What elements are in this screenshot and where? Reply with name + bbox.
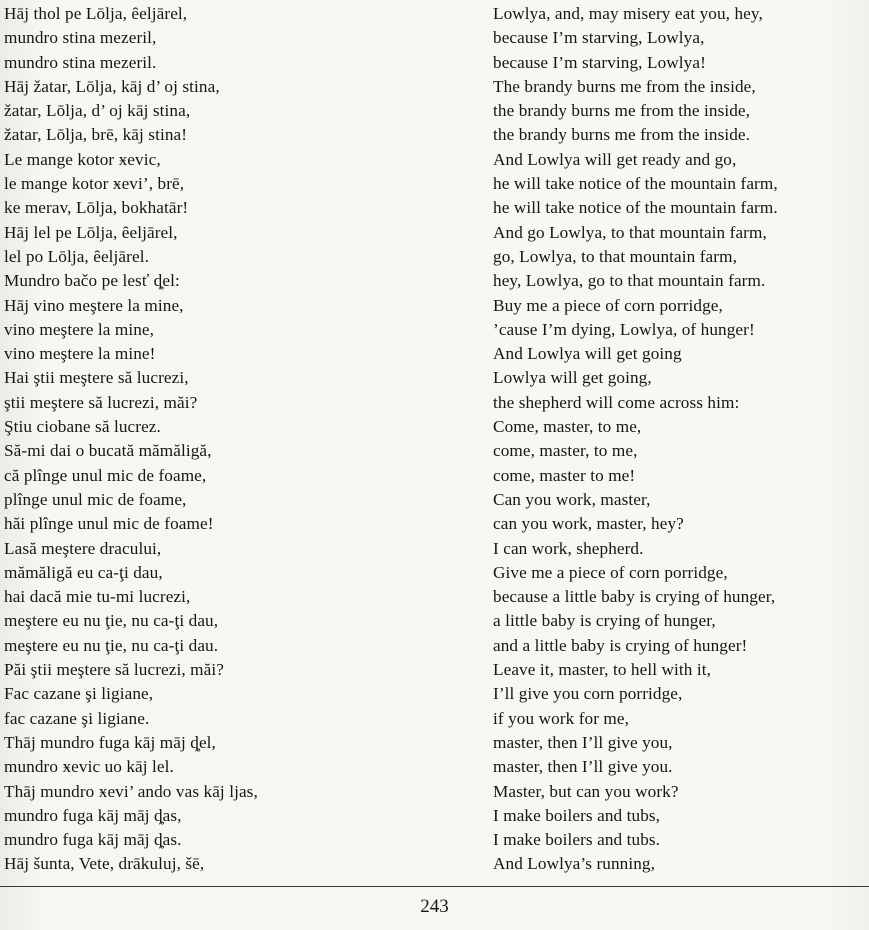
translation-line: And Lowlya will get ready and go, (493, 149, 737, 169)
translation-line: Leave it, master, to hell with it, (493, 660, 711, 680)
verse-line: Thāj mundro fuga kāj māj ȡel, (4, 732, 216, 752)
verse-line: Hāj thol pe Lōlja, ȇeljārel, (4, 4, 188, 23)
verse-line: că plînge unul mic de foame, (4, 465, 207, 485)
translation-line: And Lowlya’s running, (493, 854, 656, 874)
verse-line: mundro stina mezeril, (4, 28, 157, 48)
verse-line: Hāj vino meştere la mine, (4, 295, 184, 315)
verse-line: Hāj lel pe Lōlja, ȇeljārel, (4, 222, 178, 242)
romani-text-column (4, 2, 474, 877)
translation-line: go, Lowlya, to that mountain farm, (493, 246, 737, 266)
translation-line: I make boilers and tubs. (493, 830, 661, 850)
verse-line: Lasă meştere dracului, (4, 538, 162, 558)
translation-line: Master, but can you work? (493, 781, 679, 801)
english-translation-column (493, 2, 863, 877)
verse-line: mundro stina mezeril. (4, 52, 157, 72)
verse-line: Fac cazane şi ligiane, (4, 684, 154, 704)
verse-line: Păi ştii meştere să lucrezi, măi? (4, 660, 224, 680)
verse-line: lel po Lōlja, ȇeljārel. (4, 246, 149, 266)
translation-line: if you work for me, (493, 708, 630, 728)
translation-line: Give me a piece of corn porridge, (493, 562, 728, 582)
verse-line: Hai ştii meştere să lucrezi, (4, 368, 189, 388)
verse-line: meştere eu nu ţie, nu ca-ţi dau, (4, 611, 219, 631)
translation-line: the brandy burns me from the inside. (493, 125, 751, 145)
translation-line: Can you work, master, (493, 489, 651, 509)
translation-line: And Lowlya will get going (493, 344, 682, 364)
verse-line: meştere eu nu ţie, nu ca-ţi dau. (4, 635, 219, 655)
verse-line: mundro fuga kāj māj ȡas. (4, 830, 182, 850)
verse-line: mundro ӿevic uo kāj lel. (4, 757, 174, 777)
verse-line: plînge unul mic de foame, (4, 489, 187, 509)
translation-line: he will take notice of the mountain farm, (493, 174, 778, 194)
verse-line: Thāj mundro ӿevi’ ando vas kāj ljas, (4, 781, 258, 801)
translation-line: because a little baby is crying of hunger, (493, 587, 776, 607)
verse-line: hai dacă mie tu-mi lucrezi, (4, 587, 191, 607)
verse-line: hăi plînge unul mic de foame! (4, 514, 214, 534)
translation-line: master, then I’ll give you, (493, 732, 673, 752)
translation-line: because I’m starving, Lowlya! (493, 52, 706, 72)
translation-line: Come, master, to me, (493, 417, 642, 437)
translation-line: come, master, to me, (493, 441, 638, 461)
verse-line: mămăligă eu ca-ţi dau, (4, 562, 163, 582)
translation-line: hey, Lowlya, go to that mountain farm. (493, 271, 766, 291)
translation-line: and a little baby is crying of hunger! (493, 635, 748, 655)
verse-line: žatar, Lōlja, d’ oj kāj stina, (4, 101, 191, 121)
verse-line: Hāj žatar, Lōlja, kāj d’ oj stina, (4, 76, 220, 96)
translation-line: master, then I’ll give you. (493, 757, 673, 777)
verse-line: mundro fuga kāj māj ȡas, (4, 805, 182, 825)
verse-line: žatar, Lōlja, brē, kāj stina! (4, 125, 188, 145)
translation-line: Buy me a piece of corn porridge, (493, 295, 723, 315)
translation-line: because I’m starving, Lowlya, (493, 28, 705, 48)
translation-line: I can work, shepherd. (493, 538, 644, 558)
verse-line: le mange kotor ӿevi’, brē, (4, 174, 185, 194)
page-number: 243 (420, 896, 449, 917)
verse-line: vino meştere la mine, (4, 319, 155, 339)
verse-line: fac cazane şi ligiane. (4, 708, 150, 728)
translation-line: he will take notice of the mountain farm. (493, 198, 778, 218)
verse-line: Hāj šunta, Vete, drākuluj, šē, (4, 854, 205, 874)
verse-line: Să-mi dai o bucată mămăligă, (4, 441, 212, 461)
translation-line: The brandy burns me from the inside, (493, 76, 756, 96)
verse-line: Ştiu ciobane să lucrez. (4, 417, 161, 437)
translation-line: ’cause I’m dying, Lowlya, of hunger! (493, 319, 755, 339)
verse-line: ke merav, Lōlja, bokhatār! (4, 198, 189, 218)
translation-line: Lowlya will get going, (493, 368, 652, 388)
translation-line: can you work, master, hey? (493, 514, 684, 534)
translation-line: a little baby is crying of hunger, (493, 611, 716, 631)
footer-rule (0, 886, 869, 887)
translation-line: I make boilers and tubs, (493, 805, 661, 825)
verse-line: vino meştere la mine! (4, 344, 156, 364)
translation-line: I’ll give you corn porridge, (493, 684, 683, 704)
translation-line: the brandy burns me from the inside, (493, 101, 751, 121)
translation-line: come, master to me! (493, 465, 636, 485)
verse-line: ştii meştere să lucrezi, măi? (4, 392, 198, 412)
verse-line: Le mange kotor ӿevic, (4, 149, 161, 169)
verse-line: Mundro bačo pe lesť ȡel: (4, 271, 180, 291)
translation-line: the shepherd will come across him: (493, 392, 740, 412)
translation-line: Lowlya, and, may misery eat you, hey, (493, 4, 763, 23)
translation-line: And go Lowlya, to that mountain farm, (493, 222, 767, 242)
